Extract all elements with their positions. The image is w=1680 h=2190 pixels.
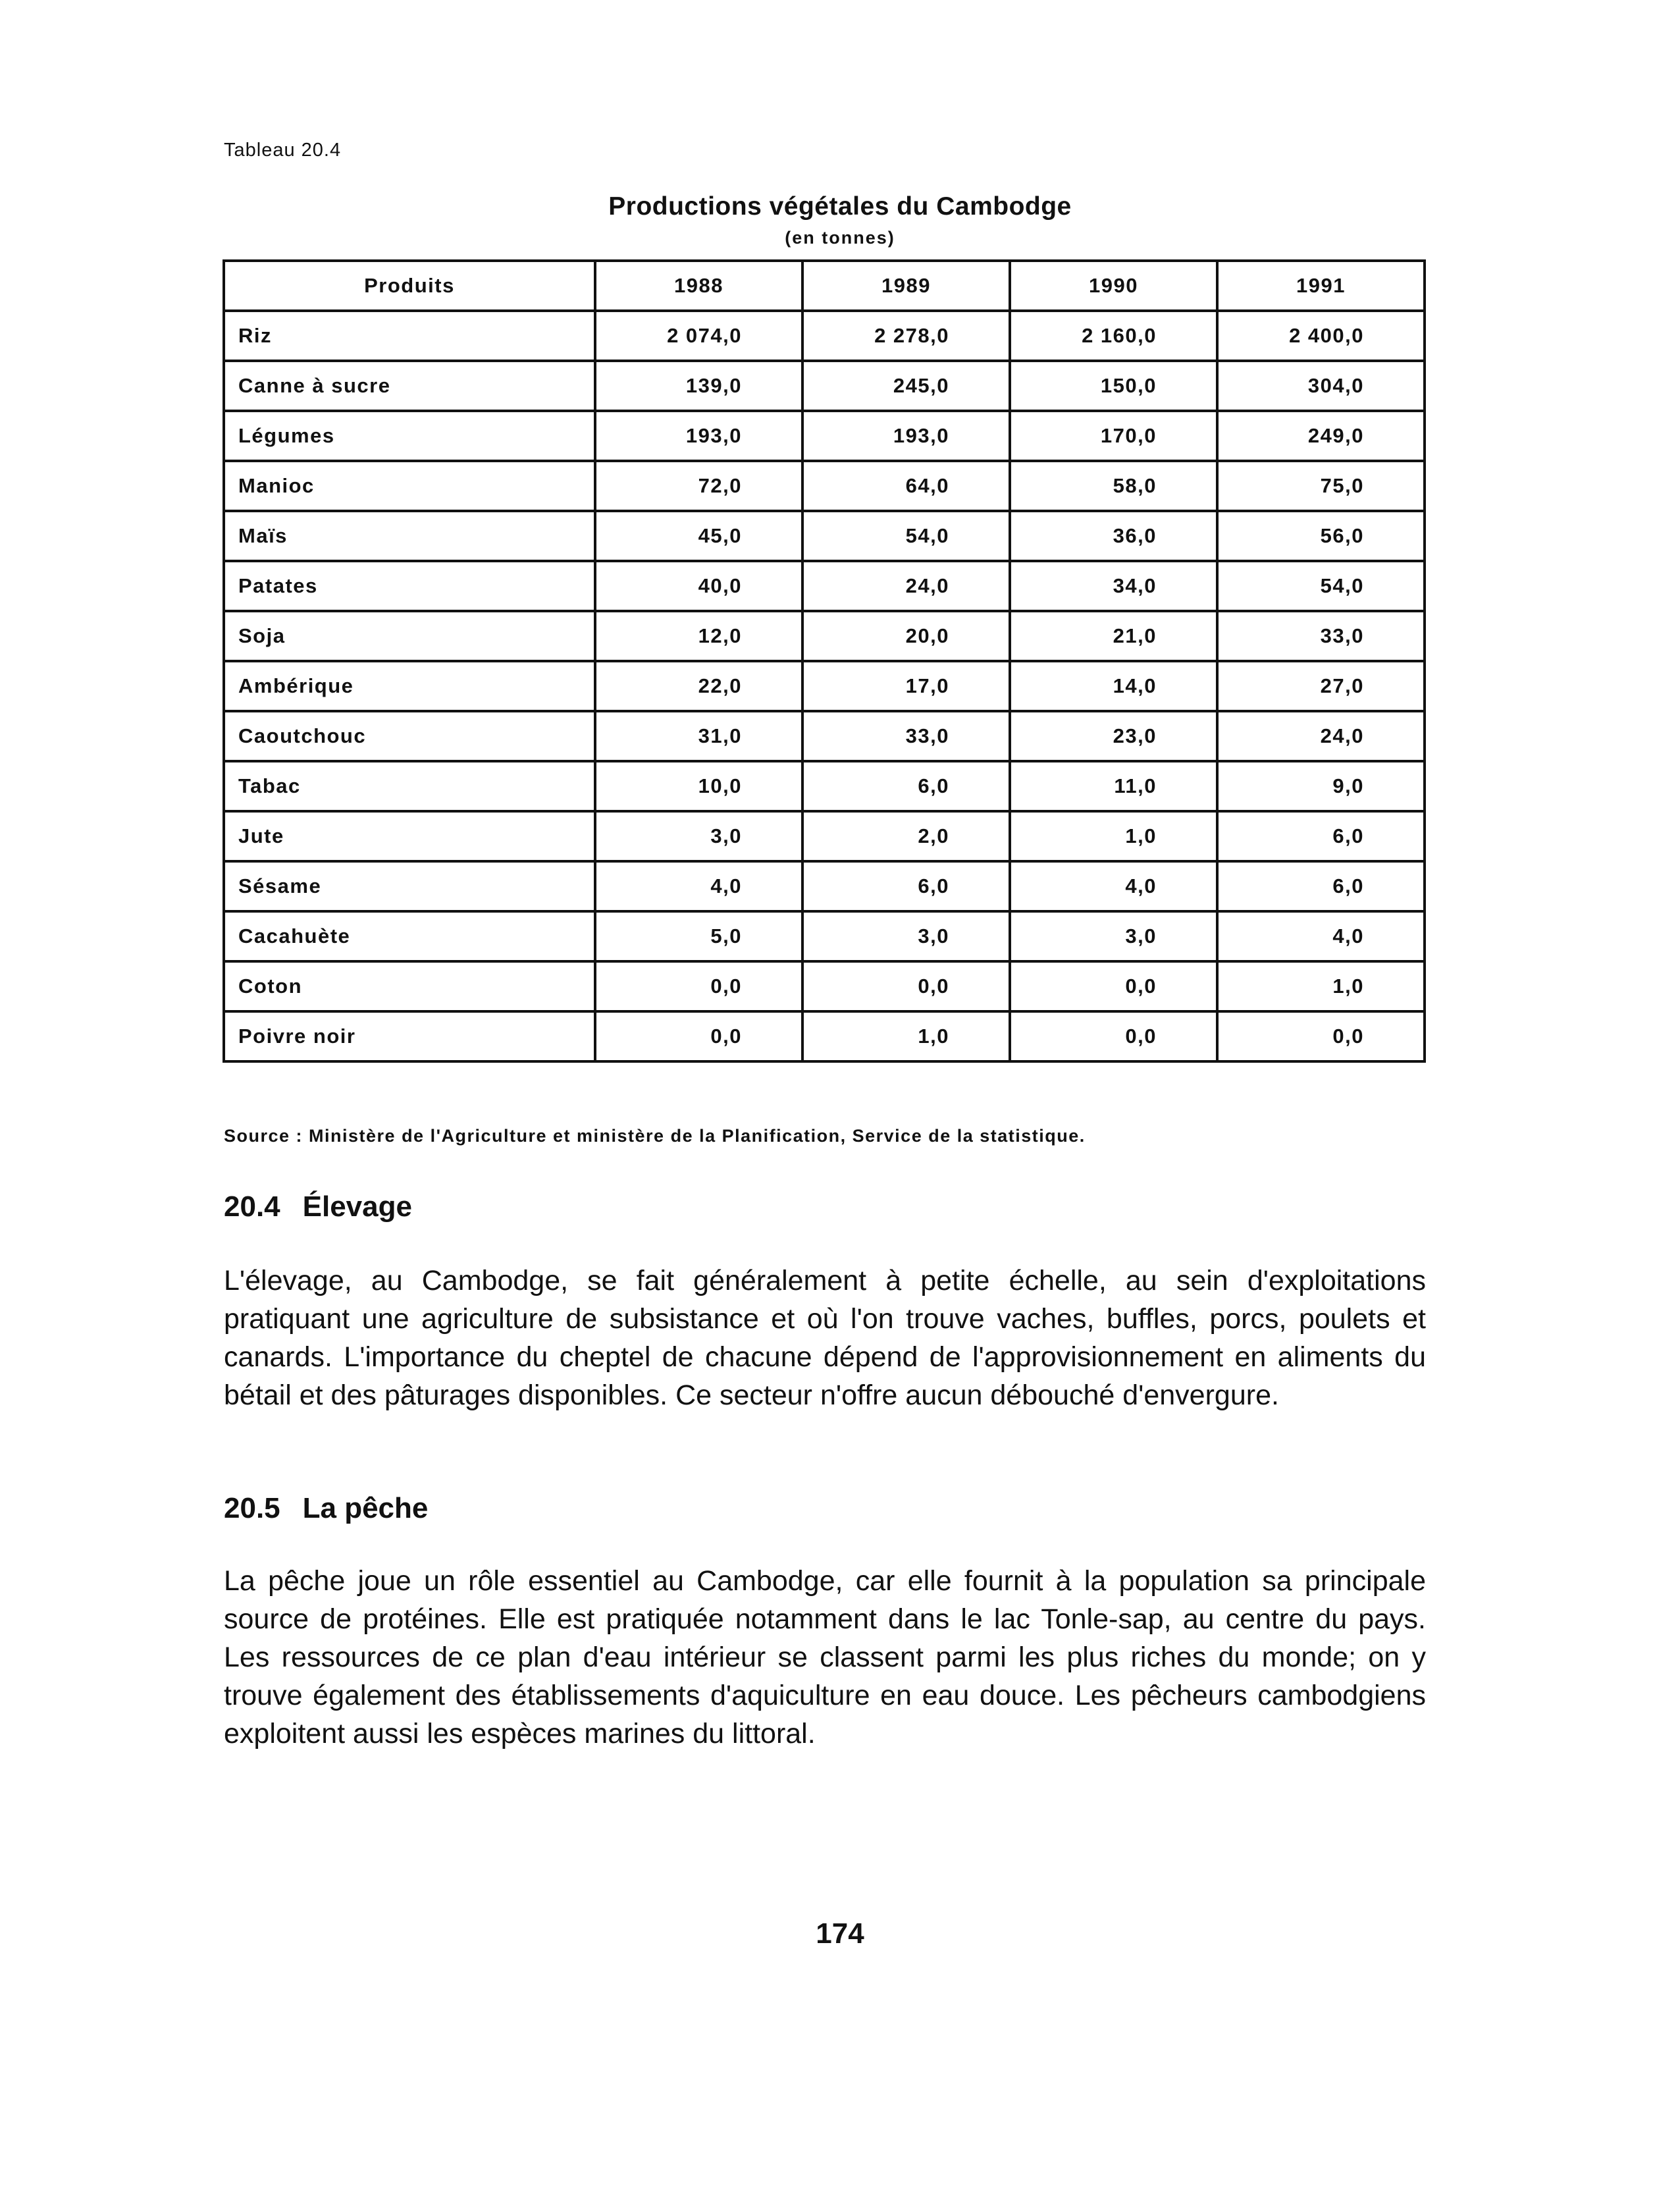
value-cell: 1,0	[802, 1011, 1010, 1061]
value-cell: 27,0	[1217, 661, 1425, 711]
table-row	[224, 911, 1425, 961]
value-cell: 14,0	[1010, 661, 1217, 711]
value-cell: 2 074,0	[595, 311, 802, 361]
table-subtitle: (en tonnes)	[785, 228, 895, 248]
table-row	[224, 361, 1425, 411]
value-cell: 0,0	[1010, 1011, 1217, 1061]
header-1988: 1988	[595, 261, 802, 311]
value-cell: 2 160,0	[1010, 311, 1217, 361]
paragraph-peche: La pêche joue un rôle essentiel au Cambodge, car elle fournit à la population sa principale source de protéines. Elle est pratiquée notamment dans le lac Tonle-sap, au centre du pays. Les ressources de ce plan d'eau intérieur se classent parmi les plus riches du monde; on y trouve également des établissements d'aquiculture en eau douce. Les pêcheurs cambodgiens exploitent aussi les espèces marines du littoral.	[224, 1565, 1426, 1749]
value-cell: 24,0	[1217, 711, 1425, 761]
value-cell: 2 278,0	[802, 311, 1010, 361]
table-row	[224, 811, 1425, 861]
table-row	[224, 411, 1425, 461]
value-cell: 4,0	[1217, 911, 1425, 961]
section-title: Élevage	[302, 1190, 412, 1223]
value-cell: 54,0	[802, 511, 1010, 561]
value-cell: 56,0	[1217, 511, 1425, 561]
product-name-cell: Ambérique	[224, 661, 595, 711]
table-source: Source : Ministère de l'Agriculture et ministère de la Planification, Service de la statistique.	[224, 1126, 1086, 1146]
value-cell: 0,0	[1217, 1011, 1425, 1061]
table-row	[224, 861, 1425, 911]
product-name-cell: Jute	[224, 811, 595, 861]
value-cell: 193,0	[595, 411, 802, 461]
table-row	[224, 461, 1425, 511]
table-row	[224, 511, 1425, 561]
value-cell: 1,0	[1010, 811, 1217, 861]
paragraph-elevage: L'élevage, au Cambodge, se fait généralement à petite échelle, au sein d'exploitations pratiquant une agriculture de subsistance et où l'on trouve vaches, buffles, porcs, poulets et canards. L'importance du cheptel de chacune dépend de l'approvisionnement en aliments du bétail et des pâturages disponibles. Ce secteur n'offre aucun débouché d'envergure.	[224, 1265, 1426, 1411]
production-table	[223, 259, 1426, 1063]
value-cell: 6,0	[1217, 861, 1425, 911]
header-produits: Produits	[224, 261, 595, 311]
product-name-cell: Sésame	[224, 861, 595, 911]
value-cell: 72,0	[595, 461, 802, 511]
value-cell: 4,0	[595, 861, 802, 911]
product-name-cell: Caoutchouc	[224, 711, 595, 761]
table-row	[224, 611, 1425, 661]
value-cell: 64,0	[802, 461, 1010, 511]
table-body	[224, 311, 1425, 1061]
value-cell: 12,0	[595, 611, 802, 661]
value-cell: 193,0	[802, 411, 1010, 461]
value-cell: 150,0	[1010, 361, 1217, 411]
table-row	[224, 661, 1425, 711]
table-row	[224, 311, 1425, 361]
value-cell: 1,0	[1217, 961, 1425, 1011]
table-label: Tableau 20.4	[224, 140, 342, 161]
product-name-cell: Manioc	[224, 461, 595, 511]
value-cell: 33,0	[1217, 611, 1425, 661]
table-row	[224, 1011, 1425, 1061]
value-cell: 17,0	[802, 661, 1010, 711]
value-cell: 34,0	[1010, 561, 1217, 611]
value-cell: 33,0	[802, 711, 1010, 761]
value-cell: 6,0	[1217, 811, 1425, 861]
section-number: 20.5	[224, 1492, 280, 1524]
value-cell: 3,0	[1010, 911, 1217, 961]
product-name-cell: Riz	[224, 311, 595, 361]
value-cell: 75,0	[1217, 461, 1425, 511]
value-cell: 23,0	[1010, 711, 1217, 761]
value-cell: 170,0	[1010, 411, 1217, 461]
value-cell: 36,0	[1010, 511, 1217, 561]
value-cell: 249,0	[1217, 411, 1425, 461]
section-number: 20.4	[224, 1190, 280, 1223]
header-1989: 1989	[802, 261, 1010, 311]
value-cell: 6,0	[802, 861, 1010, 911]
value-cell: 0,0	[1010, 961, 1217, 1011]
value-cell: 45,0	[595, 511, 802, 561]
product-name-cell: Coton	[224, 961, 595, 1011]
value-cell: 24,0	[802, 561, 1010, 611]
table-row	[224, 761, 1425, 811]
product-name-cell: Maïs	[224, 511, 595, 561]
value-cell: 3,0	[595, 811, 802, 861]
value-cell: 6,0	[802, 761, 1010, 811]
value-cell: 304,0	[1217, 361, 1425, 411]
value-cell: 5,0	[595, 911, 802, 961]
value-cell: 21,0	[1010, 611, 1217, 661]
table-row	[224, 961, 1425, 1011]
product-name-cell: Canne à sucre	[224, 361, 595, 411]
value-cell: 0,0	[595, 961, 802, 1011]
value-cell: 40,0	[595, 561, 802, 611]
product-name-cell: Tabac	[224, 761, 595, 811]
value-cell: 22,0	[595, 661, 802, 711]
product-name-cell: Poivre noir	[224, 1011, 595, 1061]
section-heading-elevage	[224, 1190, 412, 1223]
section-heading-peche	[224, 1492, 428, 1525]
product-name-cell: Légumes	[224, 411, 595, 461]
header-1990: 1990	[1010, 261, 1217, 311]
value-cell: 4,0	[1010, 861, 1217, 911]
value-cell: 9,0	[1217, 761, 1425, 811]
value-cell: 58,0	[1010, 461, 1217, 511]
value-cell: 0,0	[802, 961, 1010, 1011]
value-cell: 245,0	[802, 361, 1010, 411]
value-cell: 2 400,0	[1217, 311, 1425, 361]
table-row	[224, 711, 1425, 761]
product-name-cell: Patates	[224, 561, 595, 611]
table-title: Productions végétales du Cambodge	[608, 192, 1072, 221]
value-cell: 2,0	[802, 811, 1010, 861]
value-cell: 139,0	[595, 361, 802, 411]
product-name-cell: Soja	[224, 611, 595, 661]
page-number: 174	[816, 1917, 864, 1950]
value-cell: 3,0	[802, 911, 1010, 961]
table-row	[224, 561, 1425, 611]
value-cell: 11,0	[1010, 761, 1217, 811]
value-cell: 10,0	[595, 761, 802, 811]
header-1991: 1991	[1217, 261, 1425, 311]
section-title: La pêche	[302, 1492, 429, 1524]
value-cell: 31,0	[595, 711, 802, 761]
product-name-cell: Cacahuète	[224, 911, 595, 961]
table-header-row	[224, 261, 1425, 311]
value-cell: 20,0	[802, 611, 1010, 661]
value-cell: 0,0	[595, 1011, 802, 1061]
value-cell: 54,0	[1217, 561, 1425, 611]
